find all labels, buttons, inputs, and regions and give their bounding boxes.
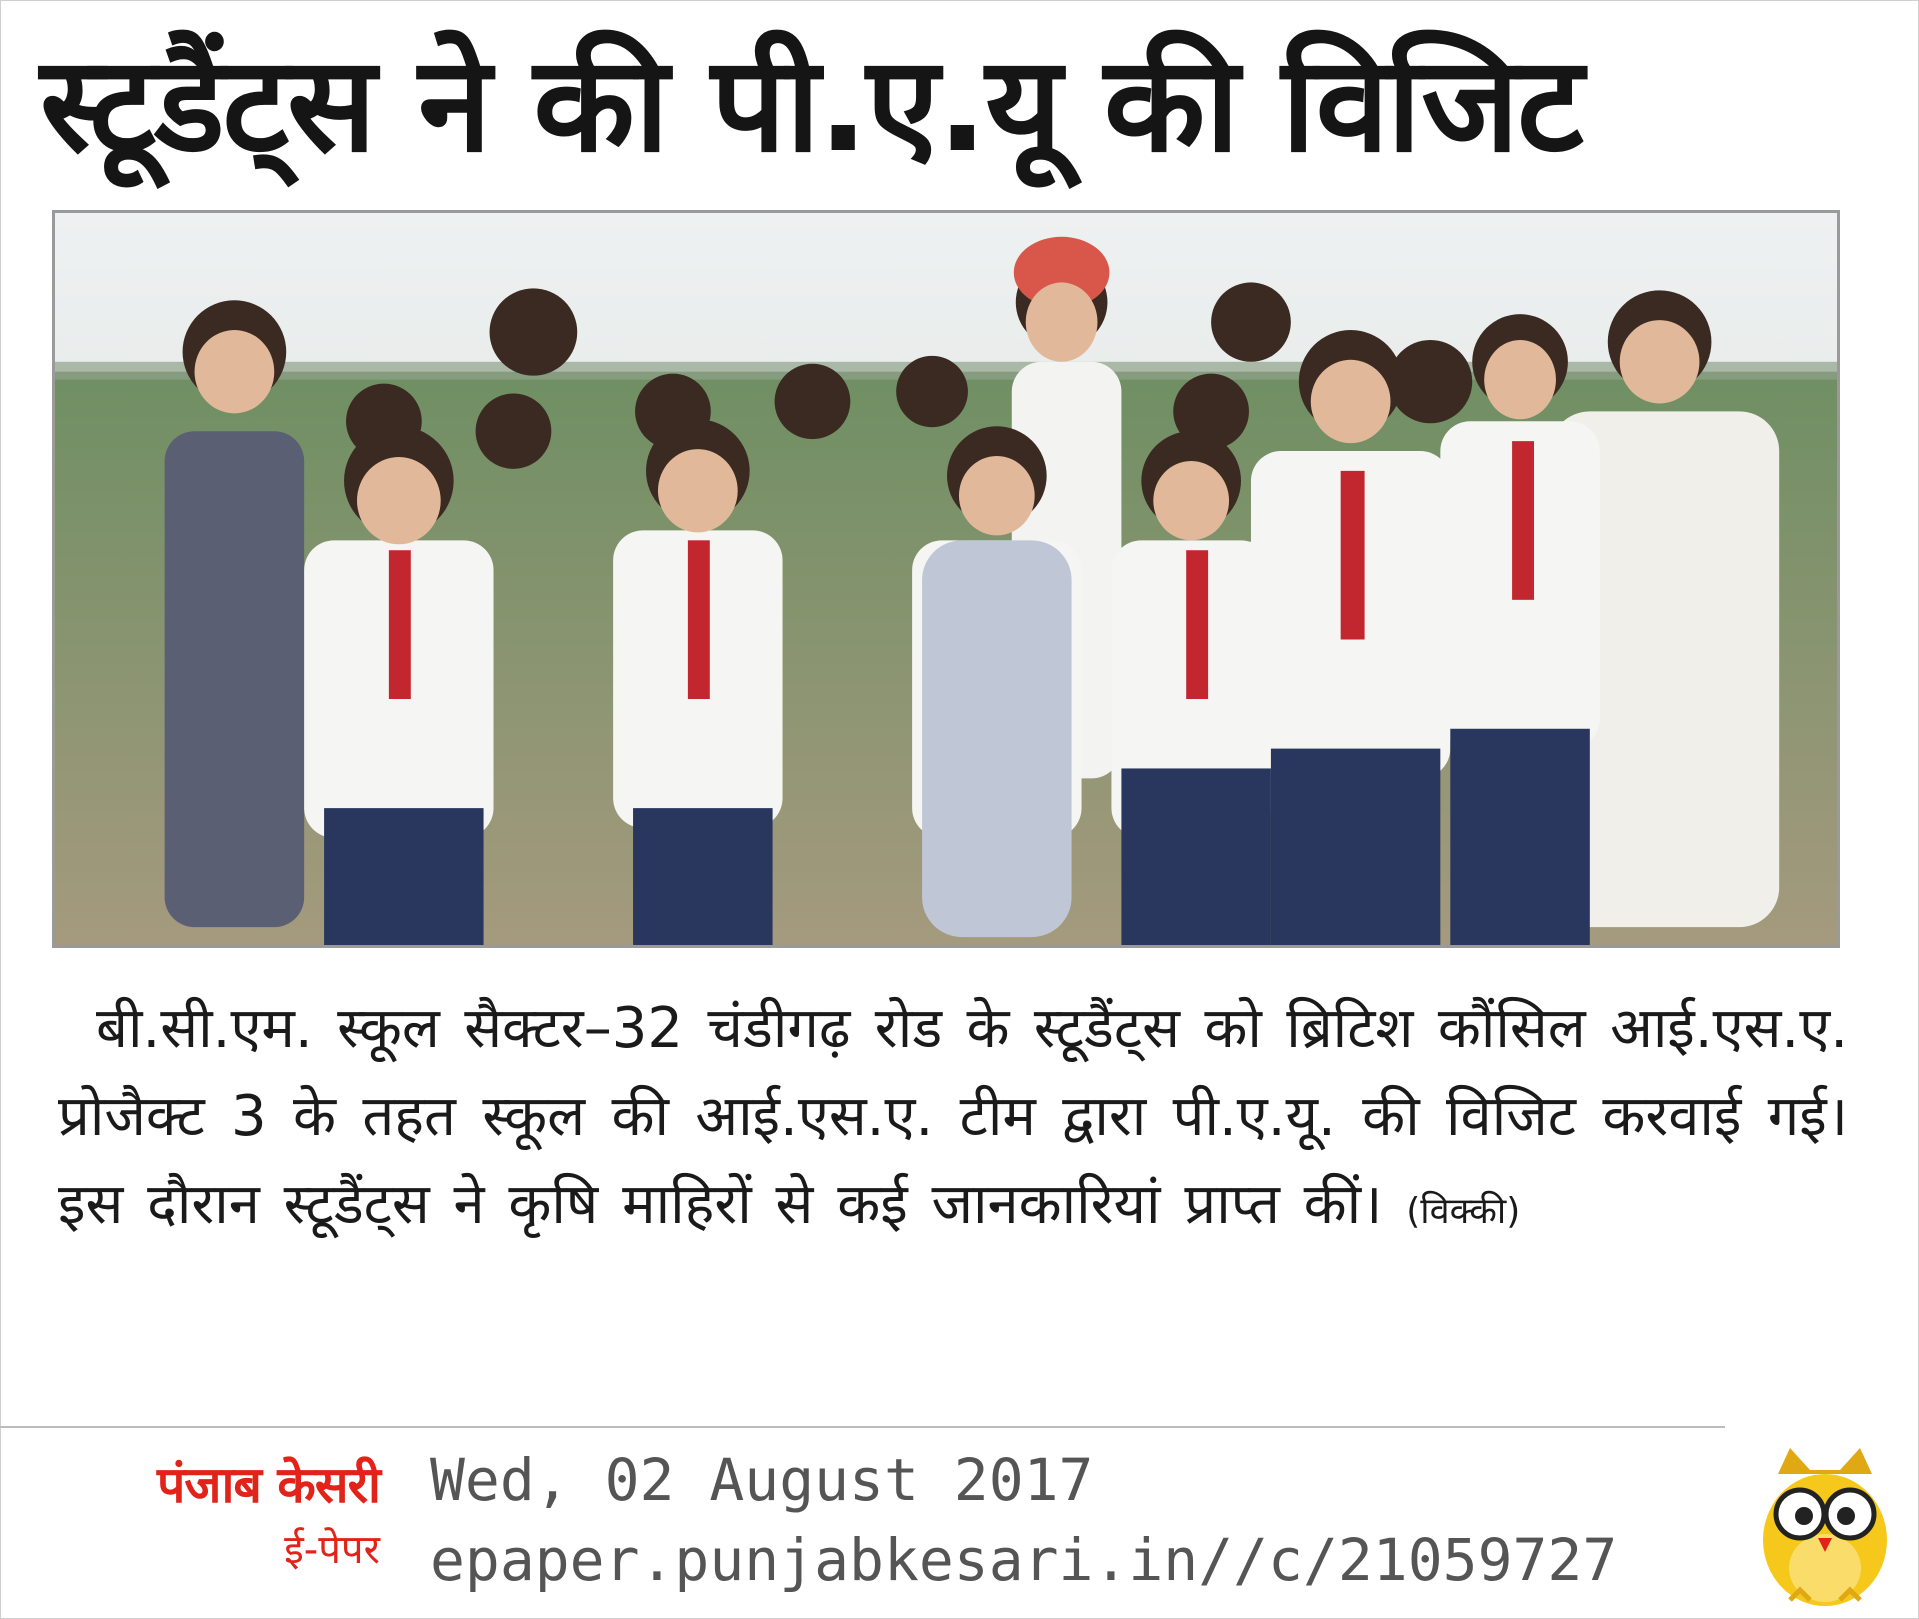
publication-date: Wed, 02 August 2017 — [430, 1446, 1094, 1514]
footer-divider — [0, 1426, 1725, 1428]
photo-credit: (विक्की) — [1406, 1191, 1521, 1232]
brand-logo — [60, 1450, 380, 1590]
group-photo-illustration — [55, 213, 1837, 945]
epaper-link[interactable]: epaper.punjabkesari.in//c/21059727 — [430, 1526, 1618, 1594]
owl-icon — [1750, 1440, 1900, 1610]
group-photo — [52, 210, 1840, 948]
caption-text: बी.सी.एम. स्कूल सैक्टर–32 चंडीगढ़ रोड के स्टूडैंट्स को ब्रिटिश कौंसिल आई.एस.ए. प्रोजैक्ट 3 के तहत स्कूल की आई.एस.ए. टीम द्वारा पी.ए.यू. की विजिट करवाई गई। इस दौरान स्टूडैंट्स ने कृषि माहिरों से कई जानकारियां प्राप्त कीं। — [58, 996, 1848, 1237]
brand-name: पंजाब केसरी — [156, 1456, 380, 1514]
brand-subtitle: ई-पेपर — [284, 1527, 380, 1573]
publication-meta — [430, 1440, 1750, 1600]
headline: स्टूडैंट्स ने की पी.ए.यू की विजिट — [40, 28, 1582, 182]
photo-caption — [58, 985, 1848, 1345]
